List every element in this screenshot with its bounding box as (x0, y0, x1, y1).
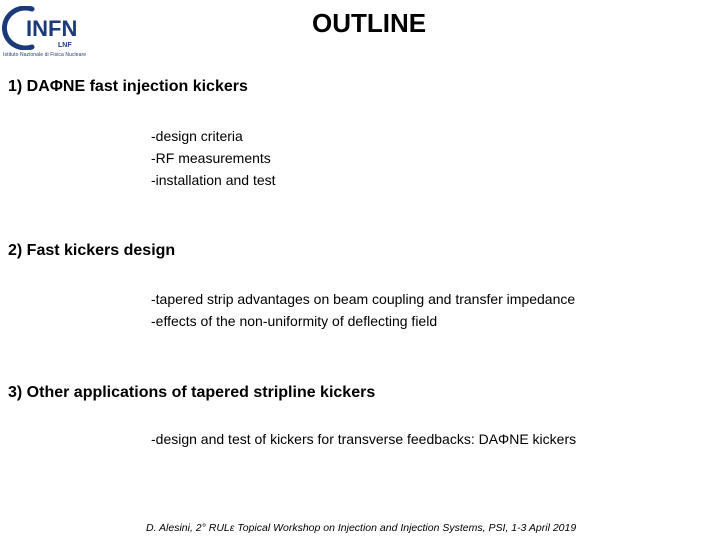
list-item: -tapered strip advantages on beam coupling and transfer impedance (151, 291, 576, 307)
section-heading-1: 1) DAΦNE fast injection kickers (8, 78, 248, 95)
section-heading-3: 3) Other applications of tapered stripline kickers (8, 384, 376, 401)
section-1-items (151, 125, 276, 191)
slide-title: OUTLINE (312, 8, 427, 38)
list-item: -design criteria (151, 128, 243, 144)
footer-citation: D. Alesini, 2° RULε Topical Workshop on Injection and Injection Systems, PSI, 1-3 April 2019 (146, 522, 577, 534)
logo-subtext: LNF (58, 42, 72, 49)
list-item: -RF measurements (151, 150, 271, 166)
list-item: -installation and test (151, 172, 276, 188)
section-2-items (151, 288, 575, 332)
section-heading-2: 2) Fast kickers design (8, 242, 176, 259)
logo-text: INFN (26, 16, 78, 41)
infn-logo (2, 6, 90, 56)
list-item: -effects of the non-uniformity of deflecting field (151, 313, 438, 329)
section-3-items (151, 428, 576, 450)
list-item: -design and test of kickers for transverse feedbacks: DAΦNE kickers (151, 431, 577, 447)
logo-tagline: Istituto Nazionale di Fisica Nucleare (3, 52, 87, 58)
infn-logo-mark (2, 6, 90, 50)
